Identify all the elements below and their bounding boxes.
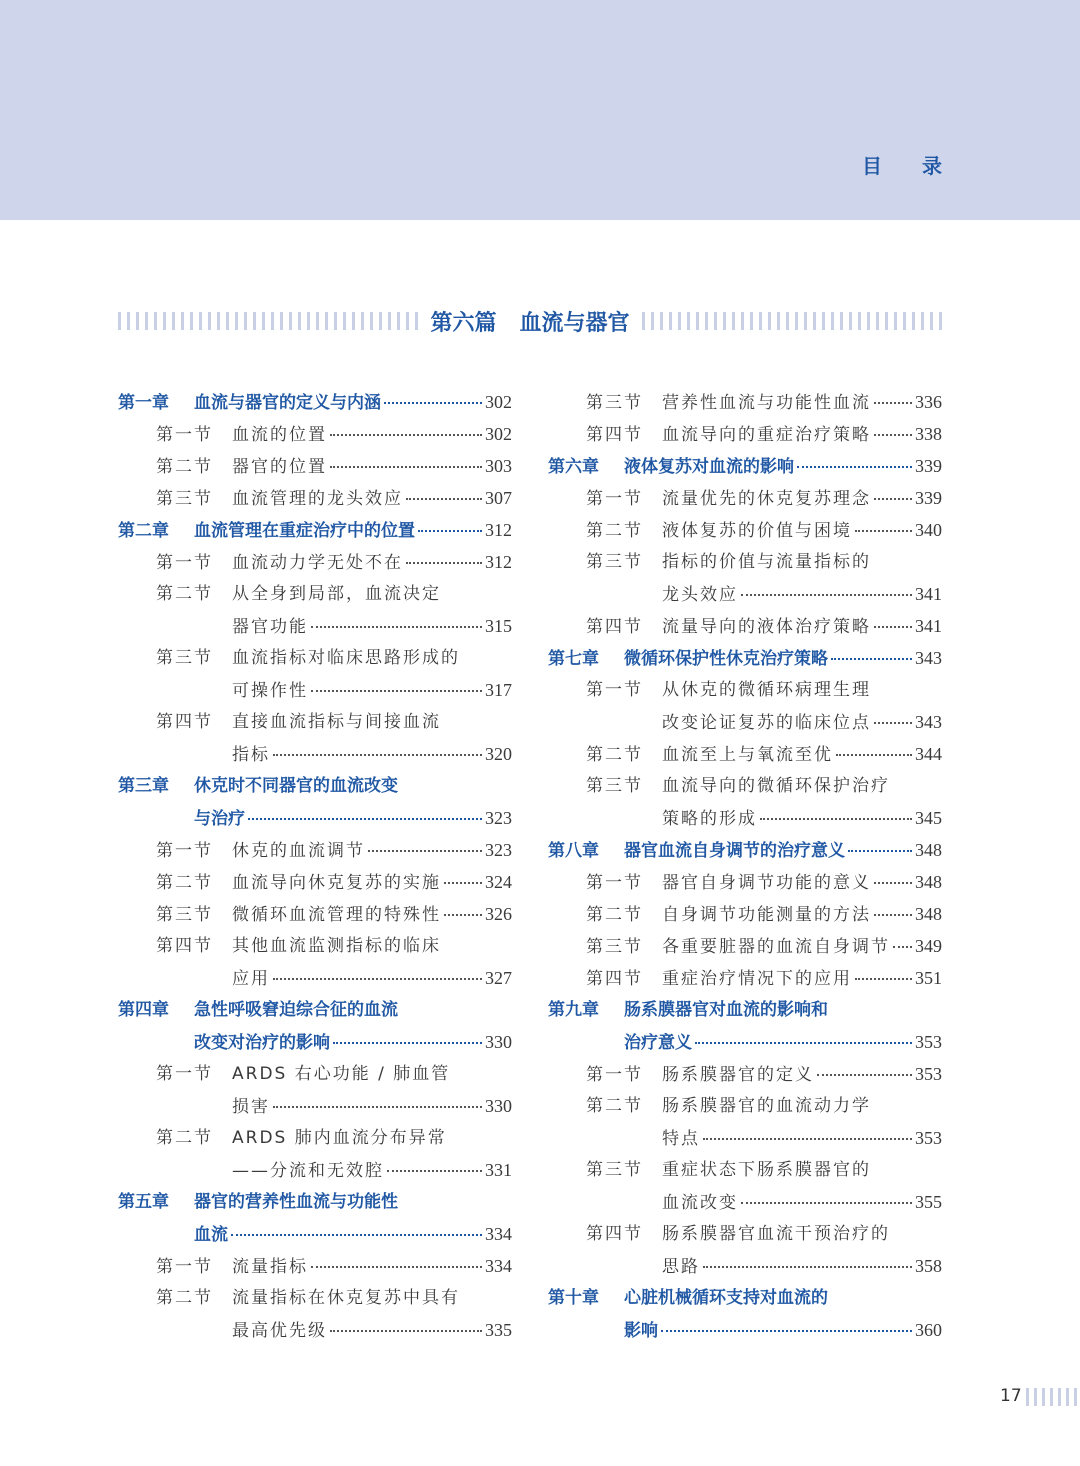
toc-entry-title: 肠系膜器官的定义 bbox=[662, 1065, 814, 1085]
toc-entry-section[interactable] bbox=[548, 418, 942, 450]
toc-entry-chapter[interactable] bbox=[118, 514, 512, 546]
dot-leader bbox=[874, 881, 912, 884]
toc-entry-title: 器官的位置 bbox=[232, 457, 327, 477]
dot-leader bbox=[874, 497, 912, 500]
toc-line bbox=[118, 1154, 512, 1186]
toc-entry-label: 第二节 bbox=[586, 745, 643, 765]
toc-entry-title: 影响 bbox=[624, 1321, 658, 1341]
toc-line bbox=[548, 1250, 942, 1282]
toc-entry-page: 355 bbox=[915, 1192, 942, 1212]
toc-entry-title: 流量导向的液体治疗策略 bbox=[662, 617, 871, 637]
decorative-stripes-right bbox=[642, 312, 943, 330]
dot-leader bbox=[874, 721, 912, 724]
toc-entry-title: 改变对治疗的影响 bbox=[194, 1033, 330, 1053]
toc-entry-label: 第四节 bbox=[586, 425, 643, 445]
toc-entry-label: 第三节 bbox=[586, 776, 643, 796]
toc-entry-label: 第二节 bbox=[156, 1288, 213, 1308]
toc-entry-section[interactable] bbox=[118, 482, 512, 514]
toc-entry-title: 肠系膜器官的血流动力学 bbox=[662, 1096, 871, 1116]
toc-entry-page: 353 bbox=[915, 1064, 942, 1084]
toc-entry-label: 第一章 bbox=[118, 393, 169, 413]
dot-leader bbox=[273, 1105, 482, 1108]
toc-entry-label: 第三节 bbox=[586, 552, 643, 572]
toc-line bbox=[548, 546, 942, 578]
toc-entry-chapter[interactable] bbox=[118, 386, 512, 418]
dot-leader bbox=[273, 977, 482, 980]
toc-entry-title: 特点 bbox=[662, 1129, 700, 1149]
dot-leader bbox=[311, 625, 482, 628]
toc-line bbox=[548, 738, 942, 770]
toc-entry-section[interactable] bbox=[548, 738, 942, 770]
toc-line bbox=[118, 1026, 512, 1058]
toc-entry-section[interactable] bbox=[548, 1090, 942, 1154]
dot-leader bbox=[797, 465, 912, 468]
dot-leader bbox=[406, 497, 482, 500]
toc-line bbox=[548, 962, 942, 994]
toc-entry-section[interactable] bbox=[548, 962, 942, 994]
dot-leader bbox=[874, 401, 912, 404]
toc-line bbox=[118, 706, 512, 738]
dot-leader bbox=[444, 913, 482, 916]
toc-entry-title: 损害 bbox=[232, 1097, 270, 1117]
toc-entry-section[interactable] bbox=[548, 610, 942, 642]
toc-entry-label: 第一节 bbox=[586, 1065, 643, 1085]
toc-entry-page: 303 bbox=[485, 456, 512, 476]
toc-entry-section[interactable] bbox=[548, 770, 942, 834]
toc-entry-title: 休克时不同器官的血流改变 bbox=[194, 776, 398, 796]
toc-entry-page: 351 bbox=[915, 968, 942, 988]
toc-entry-label: 第四节 bbox=[586, 969, 643, 989]
toc-line bbox=[548, 674, 942, 706]
toc-line bbox=[118, 898, 512, 930]
toc-line bbox=[548, 1026, 942, 1058]
toc-entry-title: 器官血流自身调节的治疗意义 bbox=[624, 841, 845, 861]
toc-entry-page: 312 bbox=[485, 520, 512, 540]
toc-entry-page: 358 bbox=[915, 1256, 942, 1276]
toc-entry-page: 334 bbox=[485, 1224, 512, 1244]
toc-entry-page: 330 bbox=[485, 1032, 512, 1052]
toc-line bbox=[118, 482, 512, 514]
header-title: 目录 bbox=[862, 154, 982, 178]
toc-entry-chapter[interactable] bbox=[548, 450, 942, 482]
toc-entry-section[interactable] bbox=[548, 1058, 942, 1090]
dot-leader bbox=[817, 1073, 912, 1076]
toc-entry-label: 第二节 bbox=[156, 457, 213, 477]
toc-entry-title: 其他血流监测指标的临床 bbox=[232, 936, 441, 956]
toc-entry-label: 第三节 bbox=[156, 648, 213, 668]
toc-entry-label: 第十章 bbox=[548, 1288, 599, 1308]
dot-leader bbox=[741, 1201, 912, 1204]
toc-entry-label: 第四节 bbox=[156, 712, 213, 732]
toc-line bbox=[548, 1154, 942, 1186]
toc-entry-page: 326 bbox=[485, 904, 512, 924]
toc-line bbox=[118, 1250, 512, 1282]
toc-entry-title: 血流管理在重症治疗中的位置 bbox=[194, 521, 415, 541]
toc-entry-title: 肠系膜器官血流干预治疗的 bbox=[662, 1224, 890, 1244]
toc-entry-title: 直接血流指标与间接血流 bbox=[232, 712, 441, 732]
dot-leader bbox=[661, 1329, 912, 1332]
toc-line bbox=[548, 610, 942, 642]
toc-entry-page: 323 bbox=[485, 808, 512, 828]
toc-entry-label: 第三节 bbox=[586, 1160, 643, 1180]
toc-entry-page: 335 bbox=[485, 1320, 512, 1340]
toc-entry-title: 器官功能 bbox=[232, 617, 308, 637]
toc-entry-label: 第一节 bbox=[586, 680, 643, 700]
part-title-row bbox=[118, 303, 942, 339]
toc-entry-page: 353 bbox=[915, 1032, 942, 1052]
toc-entry-page: 339 bbox=[915, 456, 942, 476]
dot-leader bbox=[368, 849, 482, 852]
toc-entry-label: 第一节 bbox=[156, 1064, 213, 1084]
toc-entry-title: 重症状态下肠系膜器官的 bbox=[662, 1160, 871, 1180]
toc-entry-title: 改变论证复苏的临床位点 bbox=[662, 713, 871, 733]
toc-line bbox=[548, 450, 942, 482]
toc-entry-page: 348 bbox=[915, 840, 942, 860]
dot-leader bbox=[384, 401, 482, 404]
toc-entry-title: 指标的价值与流量指标的 bbox=[662, 552, 871, 572]
toc-line bbox=[548, 930, 942, 962]
toc-entry-page: 317 bbox=[485, 680, 512, 700]
toc-entry-title: 可操作性 bbox=[232, 681, 308, 701]
toc-entry-title: 血流与器官的定义与内涵 bbox=[194, 393, 381, 413]
toc-line bbox=[548, 1186, 942, 1218]
toc-entry-label: 第五章 bbox=[118, 1192, 169, 1212]
toc-entry-title: 自身调节功能测量的方法 bbox=[662, 905, 871, 925]
toc-entry-page: 330 bbox=[485, 1096, 512, 1116]
toc-line bbox=[118, 610, 512, 642]
toc-entry-page: 315 bbox=[485, 616, 512, 636]
toc-line bbox=[118, 642, 512, 674]
dot-leader bbox=[874, 433, 912, 436]
toc-entry-title: 血流导向的微循环保护治疗 bbox=[662, 776, 890, 796]
toc-line bbox=[548, 834, 942, 866]
toc-entry-title: 液体复苏的价值与困境 bbox=[662, 521, 852, 541]
dot-leader bbox=[387, 1169, 482, 1172]
toc-line bbox=[548, 1058, 942, 1090]
toc-line bbox=[118, 1218, 512, 1250]
toc-line bbox=[118, 994, 512, 1026]
toc-line bbox=[118, 386, 512, 418]
toc-entry-section[interactable] bbox=[548, 674, 942, 738]
toc-entry-title: 器官的营养性血流与功能性 bbox=[194, 1192, 398, 1212]
toc-entry-label: 第一节 bbox=[586, 873, 643, 893]
toc-entry-label: 第四节 bbox=[156, 936, 213, 956]
toc-entry-section[interactable] bbox=[118, 898, 512, 930]
toc-entry-label: 第三章 bbox=[118, 776, 169, 796]
toc-entry-title: 流量优先的休克复苏理念 bbox=[662, 489, 871, 509]
toc-entry-page: 341 bbox=[915, 616, 942, 636]
toc-entry-page: 344 bbox=[915, 744, 942, 764]
dot-leader bbox=[333, 1041, 482, 1044]
toc-entry-label: 第三节 bbox=[156, 489, 213, 509]
toc-entry-title: 与治疗 bbox=[194, 809, 245, 829]
toc-entry-title: ——分流和无效腔 bbox=[232, 1161, 384, 1181]
dot-leader bbox=[893, 945, 912, 948]
toc-line bbox=[548, 1122, 942, 1154]
dot-leader bbox=[836, 753, 912, 756]
toc-entry-label: 第四节 bbox=[586, 617, 643, 637]
toc-entry-label: 第四节 bbox=[586, 1224, 643, 1244]
toc-entry-section[interactable] bbox=[548, 1218, 942, 1282]
toc-entry-section[interactable] bbox=[548, 866, 942, 898]
toc-entry-title: 治疗意义 bbox=[624, 1033, 692, 1053]
toc-entry-title: 从休克的微循环病理生理 bbox=[662, 680, 871, 700]
dot-leader bbox=[831, 657, 912, 660]
toc-entry-page: 320 bbox=[485, 744, 512, 764]
toc-entry-title: 血流动力学无处不在 bbox=[232, 553, 403, 573]
dot-leader bbox=[703, 1265, 912, 1268]
toc-line bbox=[118, 1314, 512, 1346]
toc-entry-page: 348 bbox=[915, 872, 942, 892]
toc-entry-title: 应用 bbox=[232, 969, 270, 989]
toc-entry-title: 龙头效应 bbox=[662, 585, 738, 605]
toc-entry-title: 血流改变 bbox=[662, 1193, 738, 1213]
toc-line bbox=[118, 930, 512, 962]
toc-entry-section[interactable] bbox=[548, 546, 942, 610]
toc-entry-title: 策略的形成 bbox=[662, 809, 757, 829]
page-number-stripes bbox=[1026, 1388, 1080, 1406]
toc-entry-label: 第二章 bbox=[118, 521, 169, 541]
toc-entry-chapter[interactable] bbox=[548, 994, 942, 1058]
toc-entry-label: 第一节 bbox=[156, 553, 213, 573]
toc-line bbox=[118, 866, 512, 898]
toc-entry-title: 流量指标 bbox=[232, 1257, 308, 1277]
toc-entry-section[interactable] bbox=[118, 930, 512, 994]
dot-leader bbox=[741, 593, 912, 596]
toc-entry-page: 331 bbox=[485, 1160, 512, 1180]
toc-entry-label: 第四章 bbox=[118, 1000, 169, 1020]
dot-leader bbox=[273, 753, 482, 756]
dot-leader bbox=[311, 689, 482, 692]
toc-entry-label: 第一节 bbox=[586, 489, 643, 509]
toc-entry-section[interactable] bbox=[118, 418, 512, 450]
dot-leader bbox=[418, 529, 482, 532]
toc-entry-page: 307 bbox=[485, 488, 512, 508]
dot-leader bbox=[848, 849, 912, 852]
toc-line bbox=[118, 738, 512, 770]
toc-entry-title: 最高优先级 bbox=[232, 1321, 327, 1341]
toc-entry-page: 336 bbox=[915, 392, 942, 412]
toc-entry-section[interactable] bbox=[548, 514, 942, 546]
toc-entry-label: 第二节 bbox=[586, 1096, 643, 1116]
toc-line bbox=[548, 386, 942, 418]
toc-line bbox=[548, 898, 942, 930]
toc-entry-title: 血流导向的重症治疗策略 bbox=[662, 425, 871, 445]
toc-entry-title: 各重要脏器的血流自身调节 bbox=[662, 937, 890, 957]
toc-entry-chapter[interactable] bbox=[548, 1282, 942, 1346]
toc-entry-label: 第二节 bbox=[586, 905, 643, 925]
toc-entry-page: 348 bbox=[915, 904, 942, 924]
toc-entry-page: 334 bbox=[485, 1256, 512, 1276]
toc-entry-title: 液体复苏对血流的影响 bbox=[624, 457, 794, 477]
dot-leader bbox=[330, 465, 482, 468]
toc-entry-title: 血流管理的龙头效应 bbox=[232, 489, 403, 509]
toc-line bbox=[548, 866, 942, 898]
toc-entry-section[interactable] bbox=[118, 642, 512, 706]
toc-entry-title: ARDS 右心功能 / 肺血管 bbox=[232, 1064, 451, 1084]
toc-entry-section[interactable] bbox=[118, 546, 512, 578]
toc-entry-title: 从全身到局部，血流决定 bbox=[232, 584, 441, 604]
toc-entry-title: 血流至上与氧流至优 bbox=[662, 745, 833, 765]
toc-entry-title: 营养性血流与功能性血流 bbox=[662, 393, 871, 413]
toc-entry-label: 第七章 bbox=[548, 649, 599, 669]
toc-entry-title: 流量指标在休克复苏中具有 bbox=[232, 1288, 460, 1308]
part-title: 第六篇 血流与器官 bbox=[430, 310, 630, 336]
toc-entry-title: 微循环保护性休克治疗策略 bbox=[624, 649, 828, 669]
toc-line bbox=[548, 578, 942, 610]
toc-line bbox=[548, 802, 942, 834]
toc-entry-section[interactable] bbox=[118, 866, 512, 898]
toc-line bbox=[118, 578, 512, 610]
toc-entry-title: 血流的位置 bbox=[232, 425, 327, 445]
toc-entry-section[interactable] bbox=[548, 1154, 942, 1218]
toc-entry-title: 血流导向休克复苏的实施 bbox=[232, 873, 441, 893]
toc-line bbox=[118, 1090, 512, 1122]
toc-line bbox=[118, 1186, 512, 1218]
toc-line bbox=[548, 514, 942, 546]
toc-entry-label: 第二节 bbox=[156, 873, 213, 893]
dot-leader bbox=[330, 433, 482, 436]
dot-leader bbox=[248, 817, 482, 820]
toc-entry-section[interactable] bbox=[118, 1122, 512, 1186]
toc-entry-section[interactable] bbox=[118, 1282, 512, 1346]
toc-entry-label: 第九章 bbox=[548, 1000, 599, 1020]
toc-entry-title: 休克的血流调节 bbox=[232, 841, 365, 861]
toc-entry-title: ARDS 肺内血流分布异常 bbox=[232, 1128, 447, 1148]
dot-leader bbox=[330, 1329, 482, 1332]
dot-leader bbox=[703, 1137, 912, 1140]
dot-leader bbox=[874, 913, 912, 916]
toc-line bbox=[118, 1282, 512, 1314]
page-number: 17 bbox=[1000, 1386, 1022, 1406]
toc-entry-title: 思路 bbox=[662, 1257, 700, 1277]
toc-line bbox=[118, 962, 512, 994]
dot-leader bbox=[406, 561, 482, 564]
dot-leader bbox=[874, 625, 912, 628]
toc-entry-label: 第三节 bbox=[586, 393, 643, 413]
toc-entry-title: 血流 bbox=[194, 1225, 228, 1245]
toc-entry-title: 急性呼吸窘迫综合征的血流 bbox=[194, 1000, 398, 1020]
toc-entry-title: 肠系膜器官对血流的影响和 bbox=[624, 1000, 828, 1020]
toc-line bbox=[118, 514, 512, 546]
dot-leader bbox=[311, 1265, 482, 1268]
toc-line bbox=[548, 642, 942, 674]
header-band bbox=[0, 0, 1080, 220]
toc-line bbox=[548, 418, 942, 450]
toc-entry-page: 302 bbox=[485, 424, 512, 444]
toc-entry-title: 重症治疗情况下的应用 bbox=[662, 969, 852, 989]
toc-entry-label: 第三节 bbox=[586, 937, 643, 957]
toc-entry-label: 第二节 bbox=[156, 584, 213, 604]
toc-entry-section[interactable] bbox=[118, 834, 512, 866]
toc-entry-section[interactable] bbox=[118, 450, 512, 482]
toc-column-right bbox=[548, 386, 942, 1346]
toc-entry-page: 327 bbox=[485, 968, 512, 988]
toc-entry-section[interactable] bbox=[548, 482, 942, 514]
toc-entry-page: 339 bbox=[915, 488, 942, 508]
toc-entry-page: 353 bbox=[915, 1128, 942, 1148]
toc-entry-page: 338 bbox=[915, 424, 942, 444]
toc-line bbox=[118, 834, 512, 866]
toc-entry-page: 360 bbox=[915, 1320, 942, 1340]
toc-entry-page: 343 bbox=[915, 712, 942, 732]
toc-entry-page: 323 bbox=[485, 840, 512, 860]
toc-line bbox=[548, 994, 942, 1026]
dot-leader bbox=[695, 1041, 912, 1044]
toc-line bbox=[548, 706, 942, 738]
toc-entry-section[interactable] bbox=[118, 706, 512, 770]
dot-leader bbox=[760, 817, 912, 820]
toc-entry-title: 指标 bbox=[232, 745, 270, 765]
toc-entry-section[interactable] bbox=[118, 578, 512, 642]
toc-entry-page: 312 bbox=[485, 552, 512, 572]
dot-leader bbox=[231, 1233, 482, 1236]
toc-entry-title: 心脏机械循环支持对血流的 bbox=[624, 1288, 828, 1308]
toc-entry-section[interactable] bbox=[548, 898, 942, 930]
toc-entry-section[interactable] bbox=[118, 1058, 512, 1122]
toc-line bbox=[118, 546, 512, 578]
toc-entry-label: 第八章 bbox=[548, 841, 599, 861]
toc-entry-title: 微循环血流管理的特殊性 bbox=[232, 905, 441, 925]
toc-entry-label: 第一节 bbox=[156, 1257, 213, 1277]
dot-leader bbox=[855, 977, 912, 980]
toc-line bbox=[548, 770, 942, 802]
toc-entry-title: 器官自身调节功能的意义 bbox=[662, 873, 871, 893]
dot-leader bbox=[444, 881, 482, 884]
toc-line bbox=[548, 1314, 942, 1346]
toc-entry-chapter[interactable] bbox=[118, 1186, 512, 1250]
toc-entry-page: 340 bbox=[915, 520, 942, 540]
toc-line bbox=[118, 450, 512, 482]
toc-entry-label: 第一节 bbox=[156, 425, 213, 445]
toc-line bbox=[548, 1218, 942, 1250]
toc-entry-page: 302 bbox=[485, 392, 512, 412]
toc-line bbox=[118, 674, 512, 706]
toc-line bbox=[118, 1122, 512, 1154]
toc-entry-label: 第一节 bbox=[156, 841, 213, 861]
toc-entry-section[interactable] bbox=[118, 1250, 512, 1282]
toc-entry-page: 324 bbox=[485, 872, 512, 892]
toc-entry-label: 第三节 bbox=[156, 905, 213, 925]
decorative-stripes-left bbox=[118, 312, 419, 330]
toc-entry-label: 第二节 bbox=[586, 521, 643, 541]
toc-column-left bbox=[118, 386, 512, 1346]
toc-line bbox=[118, 418, 512, 450]
dot-leader bbox=[855, 529, 912, 532]
toc-line bbox=[548, 1282, 942, 1314]
toc-line bbox=[548, 1090, 942, 1122]
toc-line bbox=[118, 1058, 512, 1090]
toc-entry-label: 第二节 bbox=[156, 1128, 213, 1148]
toc-entry-page: 345 bbox=[915, 808, 942, 828]
toc-line bbox=[118, 802, 512, 834]
toc-entry-chapter[interactable] bbox=[118, 770, 512, 834]
toc-entry-section[interactable] bbox=[548, 930, 942, 962]
toc-entry-section[interactable] bbox=[548, 386, 942, 418]
toc-entry-label: 第六章 bbox=[548, 457, 599, 477]
toc-line bbox=[118, 770, 512, 802]
toc-entry-page: 349 bbox=[915, 936, 942, 956]
toc-line bbox=[548, 482, 942, 514]
toc-entry-chapter[interactable] bbox=[118, 994, 512, 1058]
toc-entry-title: 血流指标对临床思路形成的 bbox=[232, 648, 460, 668]
toc-entry-page: 343 bbox=[915, 648, 942, 668]
toc-entry-chapter[interactable] bbox=[548, 834, 942, 866]
toc-entry-page: 341 bbox=[915, 584, 942, 604]
toc-entry-chapter[interactable] bbox=[548, 642, 942, 674]
